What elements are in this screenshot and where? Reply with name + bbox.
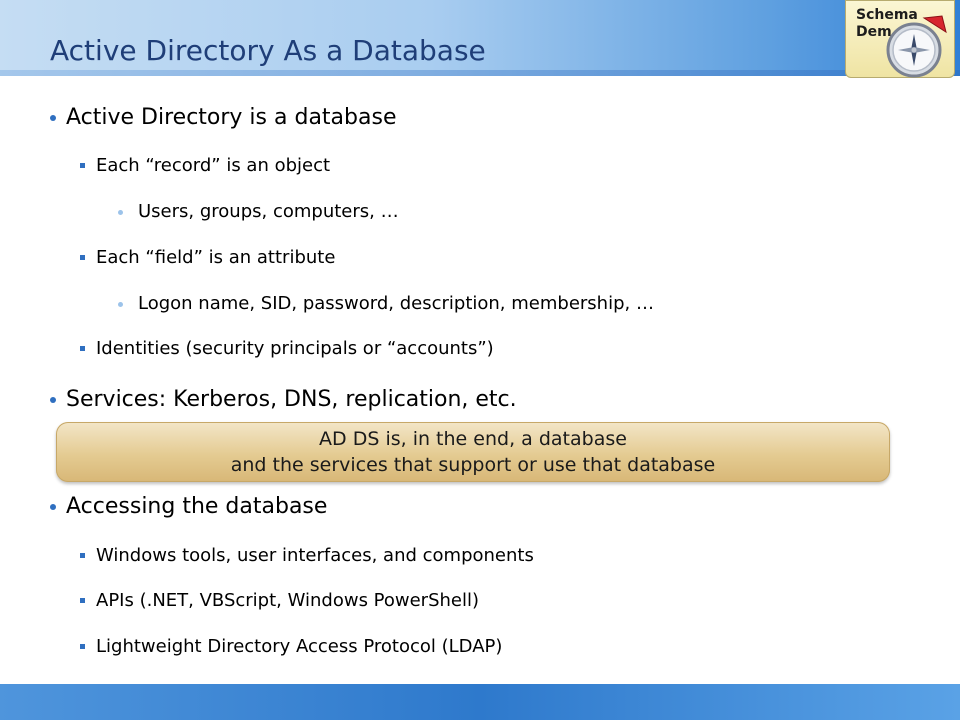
compass-icon — [884, 14, 950, 80]
bullet-text: Lightweight Directory Access Protocol (LDAP) — [96, 636, 503, 657]
bullet-marker — [50, 115, 56, 121]
callout-line2: and the services that support or use that database — [230, 454, 716, 476]
slide-title: Active Directory As a Database — [50, 34, 486, 67]
bullet-text: Windows tools, user interfaces, and components — [96, 545, 534, 566]
bullet-text: Accessing the database — [66, 494, 328, 519]
bullet-text: Each “field” is an attribute — [96, 247, 336, 268]
bullet-text: Services: Kerberos, DNS, replication, etc. — [66, 387, 517, 412]
bullet-text: APIs (.NET, VBScript, Windows PowerShell) — [96, 590, 480, 611]
bullet-marker — [80, 346, 85, 351]
bullet-marker — [50, 504, 56, 510]
bullet-text: Active Directory is a database — [66, 105, 397, 130]
bullet-marker — [80, 553, 85, 558]
callout-line1: AD DS is, in the end, a database — [319, 428, 627, 450]
bullet-text: Each “record” is an object — [96, 155, 331, 176]
footer-band — [0, 684, 960, 720]
bullet-text: Identities (security principals or “accounts”) — [96, 338, 494, 359]
bullet-marker — [118, 302, 123, 307]
bullet-marker — [80, 163, 85, 168]
bullet-marker — [50, 397, 56, 403]
bullet-marker — [80, 598, 85, 603]
bullet-marker — [80, 644, 85, 649]
callout-box — [56, 422, 890, 482]
bullet-text: Logon name, SID, password, description, membership, … — [138, 293, 654, 314]
bullet-marker — [80, 255, 85, 260]
bullet-text: Users, groups, computers, … — [138, 201, 399, 222]
bullet-marker — [118, 210, 123, 215]
badge-label: Schema Dem — [856, 7, 918, 40]
